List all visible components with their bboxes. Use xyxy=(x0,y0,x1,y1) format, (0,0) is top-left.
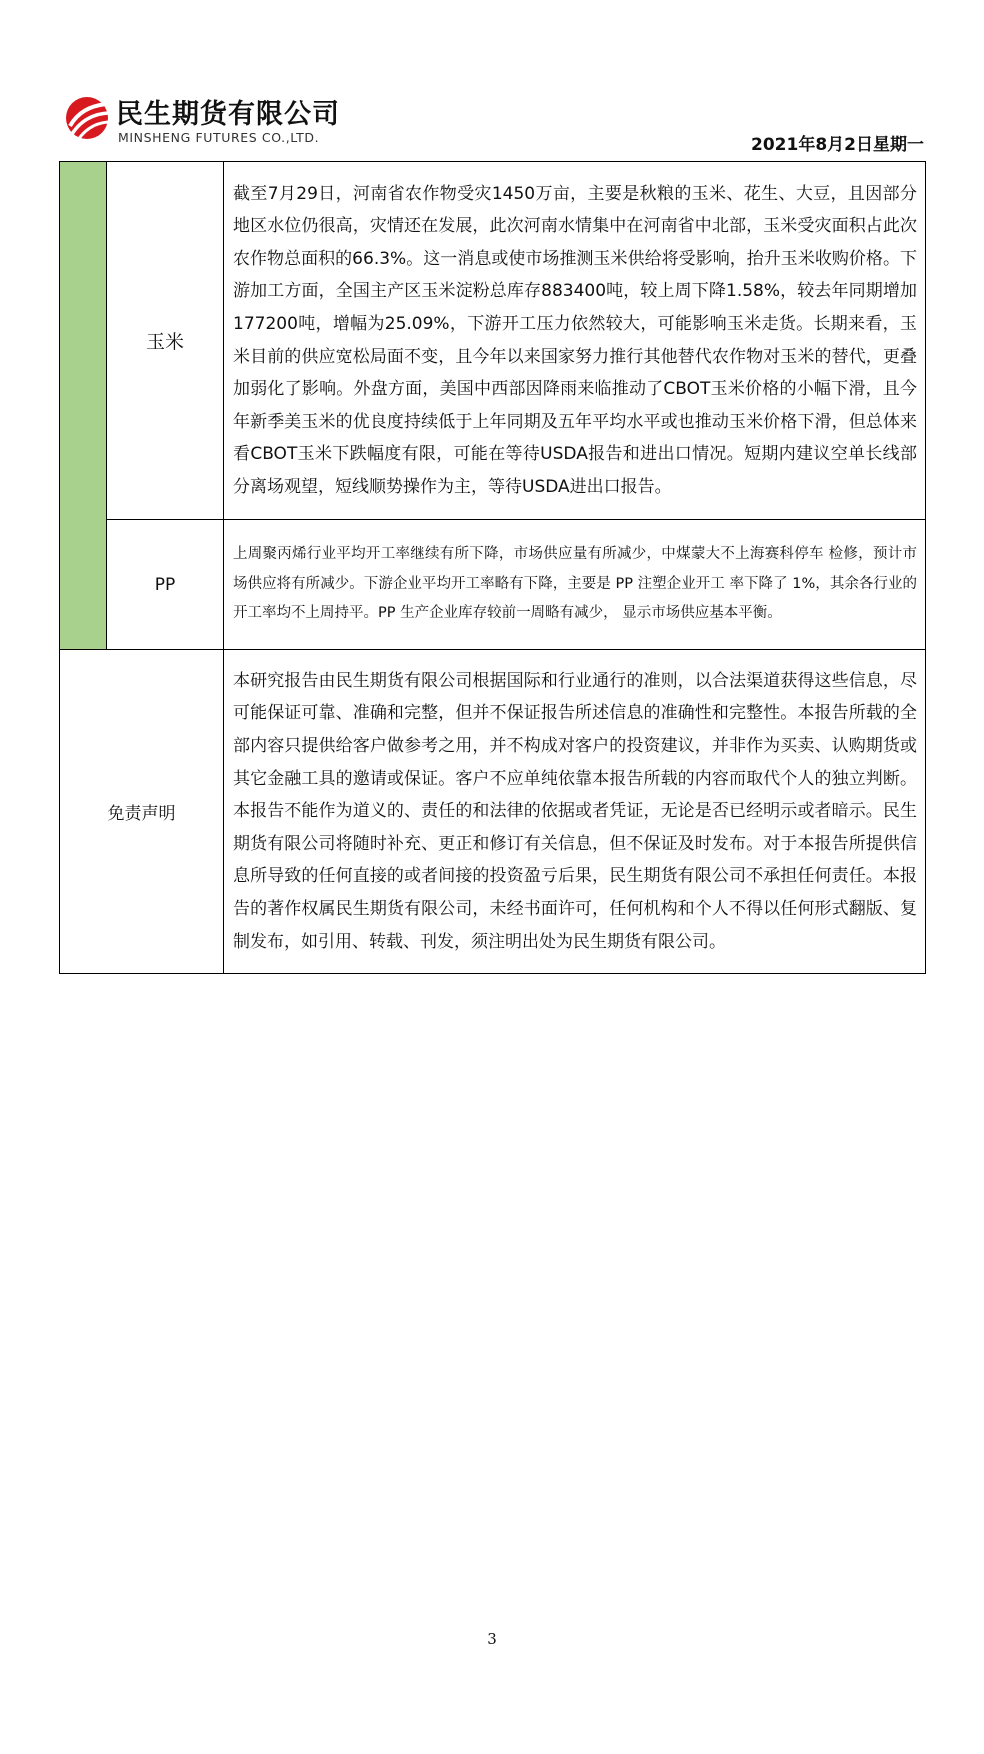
minsheng-logo-icon xyxy=(64,92,110,144)
disclaimer-label: 免责声明 xyxy=(60,650,224,974)
page-header xyxy=(64,88,924,158)
disclaimer-text: 本研究报告由民生期货有限公司根据国际和行业通行的准则，以合法渠道获得这些信息，尽可能保证可靠、准确和完整，但并不保证报告所述信息的准确性和完整性。本报告所载的全部内容只提供给客户做参考之用，并不构成对客户的投资建议，并非作为买卖、认购期货或其它金融工具的邀请或保证。客户不应单纯依靠本报告所载的内容而取代个人的独立判断。本报告不能作为道义的、责任的和法律的依据或者凭证，无论是否已经明示或者暗示。民生期货有限公司将随时补充、更正和修订有关信息，但不保证及时发布。对于本报告所提供信息所导致的任何直接的或者间接的投资盈亏后果，民生期货有限公司不承担任何责任。本报告的著作权属民生期货有限公司，未经书面许可，任何机构和个人不得以任何形式翻版、复制发布，如引用、转载、刊发，须注明出处为民生期货有限公司。 xyxy=(224,650,926,974)
row-label-pp: PP xyxy=(107,520,224,650)
company-name-cn: 民生期货有限公司 xyxy=(116,99,340,130)
row-label-corn: 玉米 xyxy=(107,162,224,520)
page-number: 3 xyxy=(487,1630,497,1648)
table-row xyxy=(60,650,926,974)
row-text-pp: 上周聚丙烯行业平均开工率继续有所下降，市场供应量有所减少，中煤蒙大不上海赛科停车 检修，预计市场供应将有所减少。下游企业平均开工率略有下降，主要是 PP 注塑企业开工 率下降了 1%，其余各行业的开工率均不上周持平。PP 生产企业库存较前一周略有减少， 显示市场供应基本平衡。 xyxy=(224,520,926,650)
section-color-cell xyxy=(60,162,107,650)
report-date: 2021年8月2日星期一 xyxy=(751,135,924,155)
report-table xyxy=(59,161,926,974)
company-logo xyxy=(64,88,384,152)
row-text-corn: 截至7月29日，河南省农作物受灾1450万亩，主要是秋粮的玉米、花生、大豆，且因部分地区水位仍很高，灾情还在发展，此次河南水情集中在河南省中北部，玉米受灾面积占此次农作物总面积的66.3%。这一消息或使市场推测玉米供给将受影响，抬升玉米收购价格。下游加工方面，全国主产区玉米淀粉总库存883400吨，较上周下降1.58%，较去年同期增加177200吨，增幅为25.09%，下游开工压力依然较大，可能影响玉米走货。长期来看，玉米目前的供应宽松局面不变，且今年以来国家努力推行其他替代农作物对玉米的替代，更叠加弱化了影响。外盘方面，美国中西部因降雨来临推动了CBOT玉米价格的小幅下滑，且今年新季美玉米的优良度持续低于上年同期及五年平均水平或也推动玉米价格下滑，但总体来看CBOT玉米下跌幅度有限，可能在等待USDA报告和进出口情况。短期内建议空单长线部分离场观望，短线顺势操作为主，等待USDA进出口报告。 xyxy=(224,162,926,520)
company-name-en: MINSHENG FUTURES CO.,LTD. xyxy=(118,130,320,145)
table-row xyxy=(60,162,926,520)
table-row xyxy=(60,520,926,650)
